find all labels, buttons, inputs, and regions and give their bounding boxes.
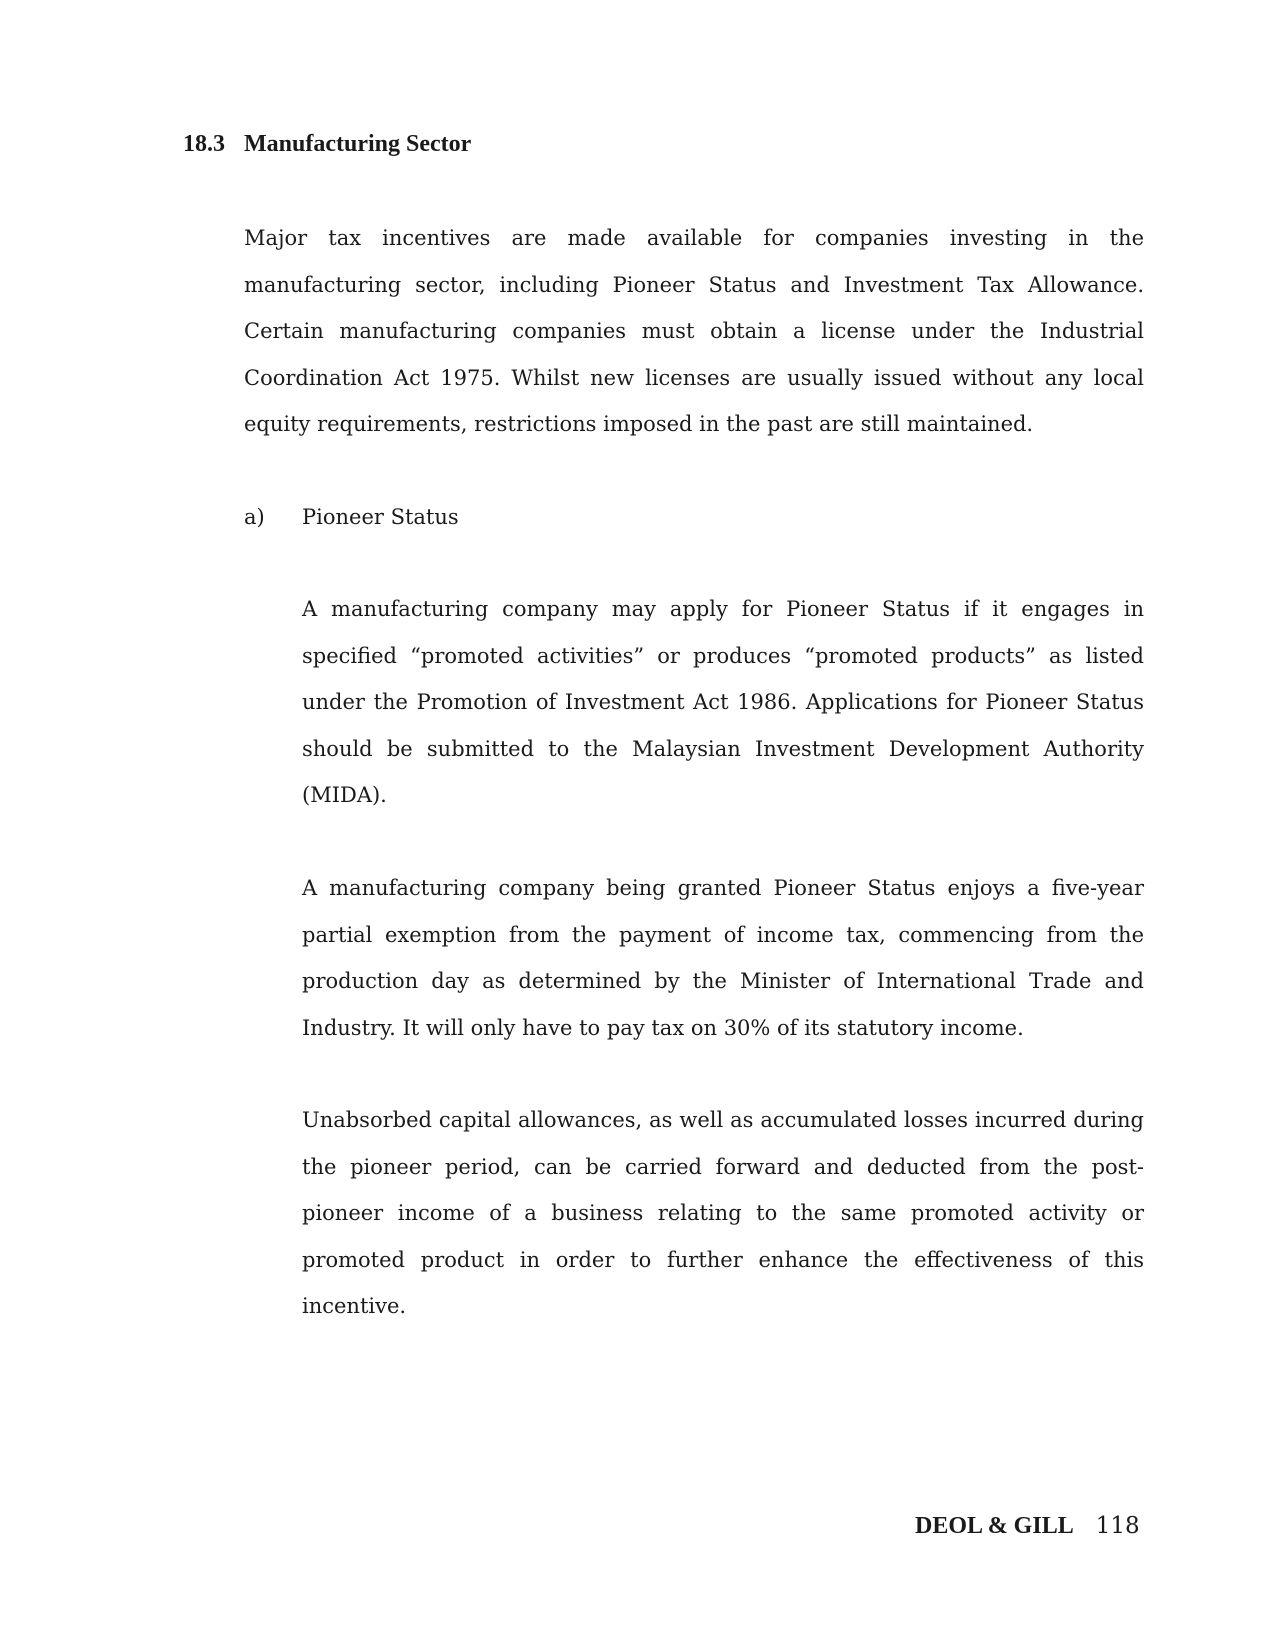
section-heading xyxy=(183,128,471,160)
page-number: 118 xyxy=(1095,1513,1140,1539)
list-marker: a) xyxy=(244,505,265,529)
section-number: 18.3 xyxy=(183,131,225,157)
list-item-a xyxy=(244,497,459,537)
pioneer-paragraph-2: A manufacturing company being granted Pioneer Status enjoys a five-year partial exemption from the payment of income tax, commencing from the production day as determined by the Minister of International Trade and Industry. It will only have to pay tax on 30% of its statutory income. xyxy=(302,876,1144,1040)
list-item-title: Pioneer Status xyxy=(302,505,459,529)
pioneer-paragraph-1: A manufacturing company may apply for Pioneer Status if it engages in specified “promoted activities” or produces “promoted products” as listed under the Promotion of Investment Act 1986. Applications for Pioneer Status should be submitted to the Malaysian Investment Development Authority (MIDA). xyxy=(302,597,1144,807)
footer-brand: DEOL & GILL xyxy=(915,1513,1074,1539)
intro-paragraph: Major tax incentives are made available for companies investing in the manufacturing sector, including Pioneer Status and Investment Tax Allowance. Certain manufacturing companies must obtain a license under the Industrial Coordination Act 1975. Whilst new licenses are usually issued without any local equity requirements, restrictions imposed in the past are still maintained. xyxy=(244,226,1144,436)
section-title: Manufacturing Sector xyxy=(244,131,472,157)
page-footer xyxy=(915,1505,1140,1546)
pioneer-paragraph-3: Unabsorbed capital allowances, as well as accumulated losses incurred during the pioneer period, can be carried forward and deducted from the post-pioneer income of a business relating to the same promoted activity or promoted product in order to further enhance the effectiveness of this incentive. xyxy=(302,1108,1144,1318)
